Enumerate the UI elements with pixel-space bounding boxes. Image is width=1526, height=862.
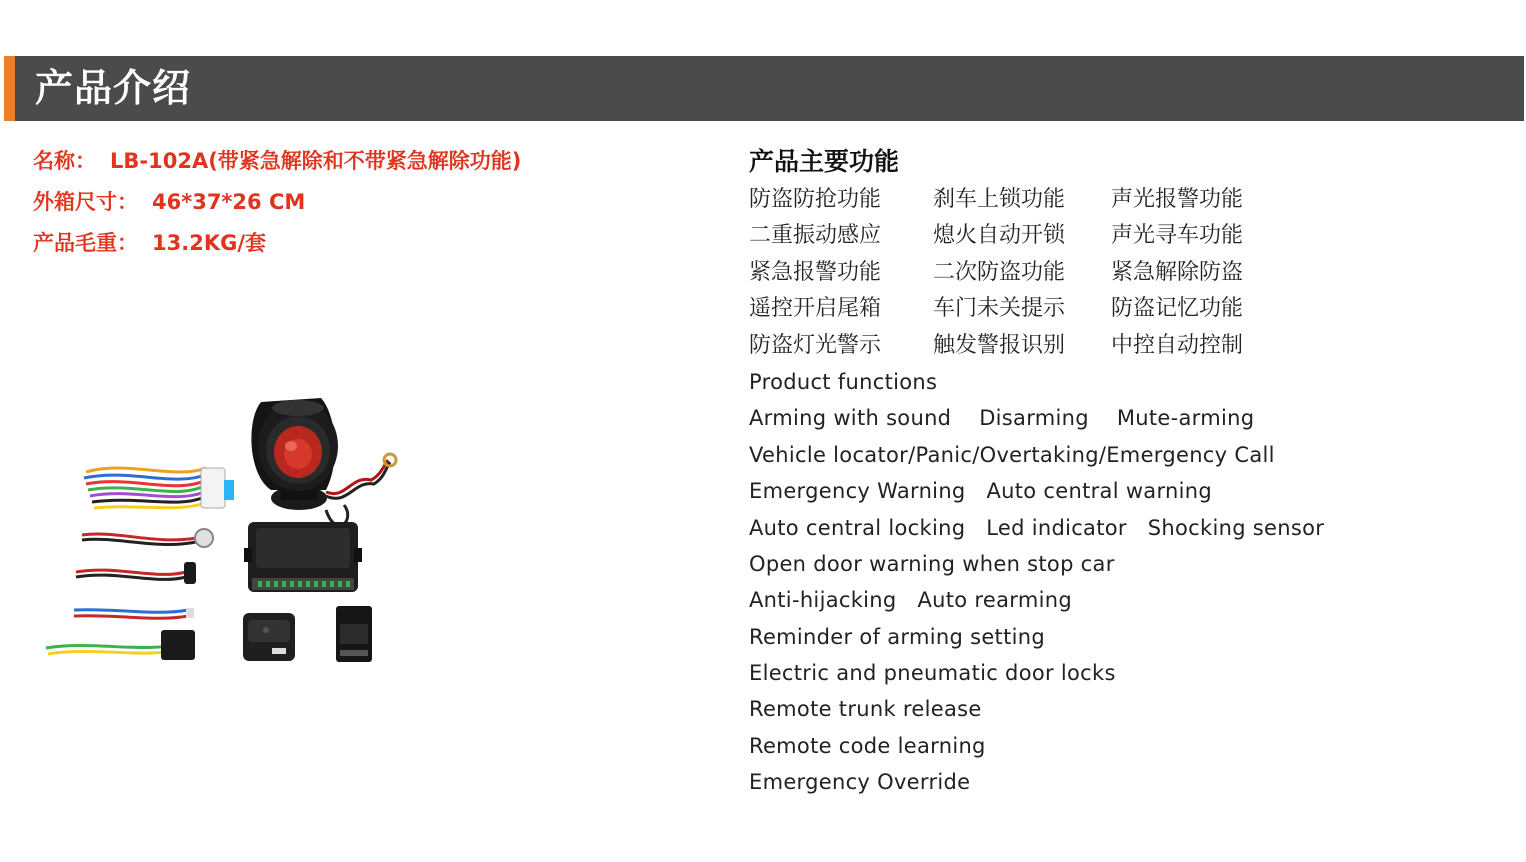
spec-name-value: LB-102A(带紧急解除和不带紧急解除功能) [110, 149, 522, 173]
section-title: 产品介绍 [35, 66, 192, 110]
section-header [4, 56, 1524, 121]
header-accent-stripe [4, 56, 15, 121]
feature-item-cn: 声光寻车功能 [1111, 223, 1244, 249]
feature-row-cn [749, 255, 1324, 291]
feature-item-cn: 熄火自动开锁 [933, 223, 1066, 249]
features-en-title: Product functions [749, 369, 938, 394]
feature-row-cn [749, 328, 1324, 364]
feature-line-en: Remote code learning [749, 733, 986, 758]
spec-name-row [33, 146, 521, 187]
car-alarm-kit-photo [36, 380, 406, 670]
feature-item-cn: 遥控开启尾箱 [749, 296, 882, 322]
valet-button-wire-icon [76, 562, 196, 584]
relay-icon [336, 606, 372, 662]
feature-row-cn [749, 182, 1324, 218]
spec-box-size-row [33, 187, 521, 228]
control-module-icon [244, 522, 362, 592]
features-title: 产品主要功能 [749, 147, 900, 176]
feature-item-cn: 车门未关提示 [933, 296, 1066, 322]
siren-wire-icon [326, 454, 396, 526]
feature-line-en: Reminder of arming setting [749, 624, 1045, 649]
feature-row-cn [749, 218, 1324, 254]
feature-item-cn: 防盗灯光警示 [749, 332, 882, 358]
feature-item-cn: 防盗记忆功能 [1111, 296, 1244, 322]
spec-weight-label: 产品毛重： [33, 231, 138, 255]
feature-line-en: Emergency Warning Auto central warning [749, 479, 1213, 504]
siren-horn-icon [251, 398, 338, 510]
feature-row-cn [749, 291, 1324, 327]
feature-item-cn: 声光报警功能 [1111, 187, 1244, 212]
feature-item-cn: 触发警报识别 [933, 332, 1066, 358]
spec-weight-value: 13.2KG/套 [152, 231, 266, 255]
feature-item-cn: 刹车上锁功能 [933, 187, 1066, 212]
feature-line-en: Remote trunk release [749, 697, 982, 722]
spec-name-label: 名称： [33, 149, 96, 173]
feature-line-en: Open door warning when stop car [749, 551, 1115, 576]
feature-item-cn: 防盗防抢功能 [749, 187, 882, 212]
feature-item-cn: 二次防盗功能 [933, 259, 1066, 285]
feature-item-cn: 紧急解除防盗 [1111, 259, 1244, 285]
feature-line-en: Arming with sound Disarming Mute-arming [749, 406, 1255, 431]
relay-socket-wire-icon [46, 608, 195, 660]
wiring-harness-icon [84, 468, 234, 508]
feature-line-en: Anti-hijacking Auto rearming [749, 588, 1072, 613]
spec-weight-row [33, 228, 521, 269]
spec-box-size-label: 外箱尺寸： [33, 190, 138, 214]
feature-line-en: Auto central locking Led indicator Shocking sensor [749, 515, 1325, 540]
feature-line-en: Emergency Override [749, 770, 971, 795]
feature-item-cn: 中控自动控制 [1111, 332, 1244, 358]
feature-item-cn: 二重振动感应 [749, 223, 882, 249]
feature-item-cn: 紧急报警功能 [749, 259, 882, 285]
led-wire-icon [82, 529, 213, 547]
feature-line-en: Electric and pneumatic door locks [749, 661, 1116, 686]
spec-box-size-value: 46*37*26 CM [152, 190, 306, 214]
feature-list [749, 144, 1324, 801]
spec-list [33, 146, 521, 269]
feature-line-en: Vehicle locator/Panic/Overtaking/Emergency Call [749, 442, 1275, 467]
shock-sensor-icon [243, 613, 295, 661]
